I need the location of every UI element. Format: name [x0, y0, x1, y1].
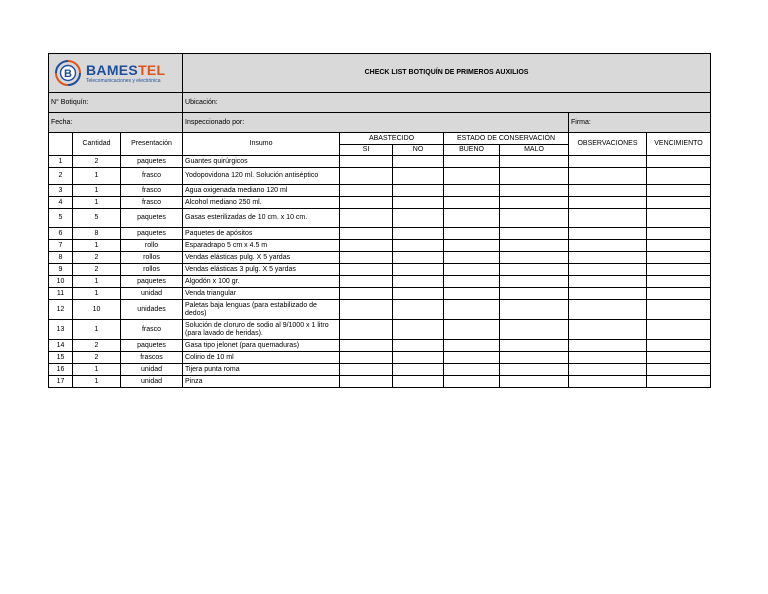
row-presentacion: rollos	[121, 252, 183, 264]
row-abastecido-si[interactable]	[340, 185, 393, 197]
row-estado-malo[interactable]	[500, 376, 569, 388]
insumo-header: Insumo	[183, 133, 340, 156]
row-estado-malo[interactable]	[500, 197, 569, 209]
row-estado-malo[interactable]	[500, 320, 569, 340]
row-number: 2	[49, 168, 73, 185]
row-insumo: Guantes quirúrgicos	[183, 156, 340, 168]
row-vencimiento[interactable]	[647, 185, 711, 197]
row-observaciones[interactable]	[569, 185, 647, 197]
row-cantidad: 1	[73, 197, 121, 209]
row-number: 15	[49, 352, 73, 364]
cantidad-header: Cantidad	[73, 133, 121, 156]
row-abastecido-si[interactable]	[340, 352, 393, 364]
row-number: 9	[49, 264, 73, 276]
row-cantidad: 10	[73, 300, 121, 320]
row-insumo: Solución de cloruro de sodio al 9/1000 x 1 litro (para lavado de heridas).	[183, 320, 340, 340]
row-cantidad: 1	[73, 168, 121, 185]
row-cantidad: 1	[73, 276, 121, 288]
num-header	[49, 133, 73, 156]
row-abastecido-no[interactable]	[393, 156, 444, 168]
row-abastecido-si[interactable]	[340, 209, 393, 228]
row-estado-malo[interactable]	[500, 252, 569, 264]
row-cantidad: 2	[73, 252, 121, 264]
row-insumo: Tijera punta roma	[183, 364, 340, 376]
row-cantidad: 1	[73, 320, 121, 340]
row-abastecido-si[interactable]	[340, 228, 393, 240]
row-cantidad: 1	[73, 288, 121, 300]
row-observaciones[interactable]	[569, 252, 647, 264]
row-estado-bueno[interactable]	[444, 376, 500, 388]
row-observaciones[interactable]	[569, 197, 647, 209]
row-vencimiento[interactable]	[647, 252, 711, 264]
row-vencimiento[interactable]	[647, 340, 711, 352]
row-abastecido-no[interactable]	[393, 209, 444, 228]
row-estado-bueno[interactable]	[444, 228, 500, 240]
row-vencimiento[interactable]	[647, 209, 711, 228]
row-estado-malo[interactable]	[500, 156, 569, 168]
table-row	[49, 300, 711, 320]
row-estado-malo[interactable]	[500, 300, 569, 320]
si-header: SI	[340, 145, 393, 156]
row-cantidad: 2	[73, 156, 121, 168]
table-row	[49, 252, 711, 264]
table-row	[49, 320, 711, 340]
fecha-field-label: Fecha:	[49, 113, 183, 133]
bamestel-logo-icon	[53, 58, 83, 88]
table-row	[49, 364, 711, 376]
row-presentacion: paquetes	[121, 156, 183, 168]
row-vencimiento[interactable]	[647, 197, 711, 209]
row-presentacion: paquetes	[121, 340, 183, 352]
row-abastecido-no[interactable]	[393, 185, 444, 197]
row-insumo: Algodón x 100 gr.	[183, 276, 340, 288]
row-presentacion: paquetes	[121, 276, 183, 288]
row-estado-malo[interactable]	[500, 288, 569, 300]
row-estado-bueno[interactable]	[444, 240, 500, 252]
table-row	[49, 264, 711, 276]
row-estado-malo[interactable]	[500, 352, 569, 364]
row-abastecido-si[interactable]	[340, 156, 393, 168]
presentacion-header: Presentación	[121, 133, 183, 156]
row-presentacion: unidad	[121, 288, 183, 300]
row-abastecido-si[interactable]	[340, 240, 393, 252]
row-cantidad: 2	[73, 340, 121, 352]
logo-cell	[49, 54, 183, 93]
table-row	[49, 156, 711, 168]
table-row	[49, 376, 711, 388]
row-abastecido-no[interactable]	[393, 364, 444, 376]
observaciones-header: OBSERVACIONES	[569, 133, 647, 156]
svg-text:B: B	[64, 68, 72, 80]
row-estado-bueno[interactable]	[444, 264, 500, 276]
row-insumo: Alcohol mediano 250 ml.	[183, 197, 340, 209]
row-abastecido-si[interactable]	[340, 340, 393, 352]
row-observaciones[interactable]	[569, 300, 647, 320]
row-abastecido-si[interactable]	[340, 168, 393, 185]
row-presentacion: frasco	[121, 320, 183, 340]
row-estado-malo[interactable]	[500, 264, 569, 276]
row-insumo: Gasas esterilizadas de 10 cm. x 10 cm.	[183, 209, 340, 228]
row-number: 14	[49, 340, 73, 352]
row-insumo: Yodopovidona 120 ml. Solución antiséptico	[183, 168, 340, 185]
row-observaciones[interactable]	[569, 288, 647, 300]
row-cantidad: 5	[73, 209, 121, 228]
row-vencimiento[interactable]	[647, 240, 711, 252]
malo-header: MALO	[500, 145, 569, 156]
row-insumo: Agua oxigenada mediano 120 ml	[183, 185, 340, 197]
brand-name: BAMES	[86, 61, 139, 78]
row-vencimiento[interactable]	[647, 320, 711, 340]
row-abastecido-si[interactable]	[340, 300, 393, 320]
row-number: 5	[49, 209, 73, 228]
table-row	[49, 276, 711, 288]
row-estado-bueno[interactable]	[444, 197, 500, 209]
row-insumo: Esparadrapo 5 cm x 4.5 m	[183, 240, 340, 252]
row-vencimiento[interactable]	[647, 300, 711, 320]
row-observaciones[interactable]	[569, 209, 647, 228]
ubicacion-field-label: Ubicación:	[183, 93, 711, 113]
row-cantidad: 2	[73, 264, 121, 276]
row-vencimiento[interactable]	[647, 352, 711, 364]
row-insumo: Gasa tipo jelonet (para quemaduras)	[183, 340, 340, 352]
row-number: 8	[49, 252, 73, 264]
row-observaciones[interactable]	[569, 168, 647, 185]
row-observaciones[interactable]	[569, 340, 647, 352]
row-abastecido-no[interactable]	[393, 376, 444, 388]
row-abastecido-si[interactable]	[340, 320, 393, 340]
row-presentacion: unidad	[121, 376, 183, 388]
row-estado-bueno[interactable]	[444, 352, 500, 364]
estado-header: ESTADO DE CONSERVACIÓN	[444, 133, 569, 145]
row-estado-malo[interactable]	[500, 168, 569, 185]
row-presentacion: paquetes	[121, 228, 183, 240]
row-observaciones[interactable]	[569, 156, 647, 168]
abastecido-header: ABASTECIDO	[340, 133, 444, 145]
row-number: 7	[49, 240, 73, 252]
row-cantidad: 1	[73, 364, 121, 376]
table-row	[49, 228, 711, 240]
row-insumo: Vendas elásticas 3 pulg. X 5 yardas	[183, 264, 340, 276]
bueno-header: BUENO	[444, 145, 500, 156]
row-number: 17	[49, 376, 73, 388]
row-estado-malo[interactable]	[500, 240, 569, 252]
row-vencimiento[interactable]	[647, 276, 711, 288]
row-vencimiento[interactable]	[647, 376, 711, 388]
row-observaciones[interactable]	[569, 228, 647, 240]
table-row	[49, 197, 711, 209]
row-cantidad: 2	[73, 352, 121, 364]
row-number: 16	[49, 364, 73, 376]
row-abastecido-si[interactable]	[340, 288, 393, 300]
row-vencimiento[interactable]	[647, 156, 711, 168]
row-abastecido-no[interactable]	[393, 276, 444, 288]
row-abastecido-no[interactable]	[393, 168, 444, 185]
row-abastecido-no[interactable]	[393, 340, 444, 352]
row-number: 3	[49, 185, 73, 197]
table-row	[49, 352, 711, 364]
row-cantidad: 1	[73, 376, 121, 388]
row-abastecido-no[interactable]	[393, 228, 444, 240]
row-abastecido-no[interactable]	[393, 264, 444, 276]
row-vencimiento[interactable]	[647, 228, 711, 240]
row-estado-bueno[interactable]	[444, 364, 500, 376]
table-row	[49, 288, 711, 300]
row-presentacion: frasco	[121, 168, 183, 185]
row-presentacion: rollos	[121, 264, 183, 276]
row-estado-bueno[interactable]	[444, 340, 500, 352]
row-estado-bueno[interactable]	[444, 156, 500, 168]
row-vencimiento[interactable]	[647, 168, 711, 185]
row-estado-bueno[interactable]	[444, 276, 500, 288]
row-estado-bueno[interactable]	[444, 320, 500, 340]
brand-name-accent: TEL	[138, 61, 166, 78]
row-abastecido-si[interactable]	[340, 276, 393, 288]
row-abastecido-no[interactable]	[393, 288, 444, 300]
row-abastecido-no[interactable]	[393, 320, 444, 340]
row-insumo: Paquetes de apósitos	[183, 228, 340, 240]
checklist-table	[48, 53, 711, 388]
brand-tagline: Telecomunicaciones y electrónica	[86, 77, 161, 84]
row-observaciones[interactable]	[569, 376, 647, 388]
row-number: 12	[49, 300, 73, 320]
row-estado-malo[interactable]	[500, 276, 569, 288]
row-vencimiento[interactable]	[647, 364, 711, 376]
row-estado-malo[interactable]	[500, 364, 569, 376]
row-observaciones[interactable]	[569, 264, 647, 276]
table-row	[49, 240, 711, 252]
table-row	[49, 185, 711, 197]
row-insumo: Venda triangular	[183, 288, 340, 300]
row-cantidad: 1	[73, 240, 121, 252]
row-estado-bueno[interactable]	[444, 252, 500, 264]
row-vencimiento[interactable]	[647, 288, 711, 300]
row-estado-bueno[interactable]	[444, 209, 500, 228]
row-number: 1	[49, 156, 73, 168]
botiquin-field-label: N° Botiquín:	[49, 93, 183, 113]
row-presentacion: frasco	[121, 185, 183, 197]
row-vencimiento[interactable]	[647, 264, 711, 276]
row-estado-malo[interactable]	[500, 340, 569, 352]
row-presentacion: frascos	[121, 352, 183, 364]
row-observaciones[interactable]	[569, 320, 647, 340]
row-insumo: Paletas baja lenguas (para estabilizado de dedos)	[183, 300, 340, 320]
row-number: 4	[49, 197, 73, 209]
row-number: 10	[49, 276, 73, 288]
row-observaciones[interactable]	[569, 240, 647, 252]
row-abastecido-no[interactable]	[393, 252, 444, 264]
row-estado-malo[interactable]	[500, 228, 569, 240]
no-header: NO	[393, 145, 444, 156]
row-abastecido-si[interactable]	[340, 376, 393, 388]
firma-field-label: Firma:	[569, 113, 711, 133]
table-row	[49, 168, 711, 185]
vencimiento-header: VENCIMIENTO	[647, 133, 711, 156]
row-number: 6	[49, 228, 73, 240]
row-presentacion: rollo	[121, 240, 183, 252]
page-title: CHECK LIST BOTIQUÍN DE PRIMEROS AUXILIOS	[183, 54, 711, 93]
row-estado-malo[interactable]	[500, 209, 569, 228]
row-abastecido-no[interactable]	[393, 352, 444, 364]
row-insumo: Pinza	[183, 376, 340, 388]
row-presentacion: unidades	[121, 300, 183, 320]
row-insumo: Colirio de 10 ml	[183, 352, 340, 364]
inspeccionado-field-label: Inspeccionado por:	[183, 113, 569, 133]
row-abastecido-no[interactable]	[393, 300, 444, 320]
row-estado-bueno[interactable]	[444, 300, 500, 320]
row-cantidad: 1	[73, 185, 121, 197]
table-row	[49, 209, 711, 228]
row-presentacion: unidad	[121, 364, 183, 376]
row-observaciones[interactable]	[569, 352, 647, 364]
row-estado-bueno[interactable]	[444, 185, 500, 197]
row-estado-malo[interactable]	[500, 185, 569, 197]
row-abastecido-si[interactable]	[340, 264, 393, 276]
row-abastecido-no[interactable]	[393, 240, 444, 252]
row-observaciones[interactable]	[569, 364, 647, 376]
row-insumo: Vendas elásticas pulg. X 5 yardas	[183, 252, 340, 264]
row-estado-bueno[interactable]	[444, 168, 500, 185]
row-abastecido-si[interactable]	[340, 364, 393, 376]
row-number: 11	[49, 288, 73, 300]
row-cantidad: 8	[73, 228, 121, 240]
row-abastecido-si[interactable]	[340, 197, 393, 209]
row-estado-bueno[interactable]	[444, 288, 500, 300]
company-logo	[51, 54, 180, 92]
row-abastecido-si[interactable]	[340, 252, 393, 264]
row-abastecido-no[interactable]	[393, 197, 444, 209]
row-number: 13	[49, 320, 73, 340]
table-row	[49, 340, 711, 352]
row-observaciones[interactable]	[569, 276, 647, 288]
row-presentacion: frasco	[121, 197, 183, 209]
row-presentacion: paquetes	[121, 209, 183, 228]
